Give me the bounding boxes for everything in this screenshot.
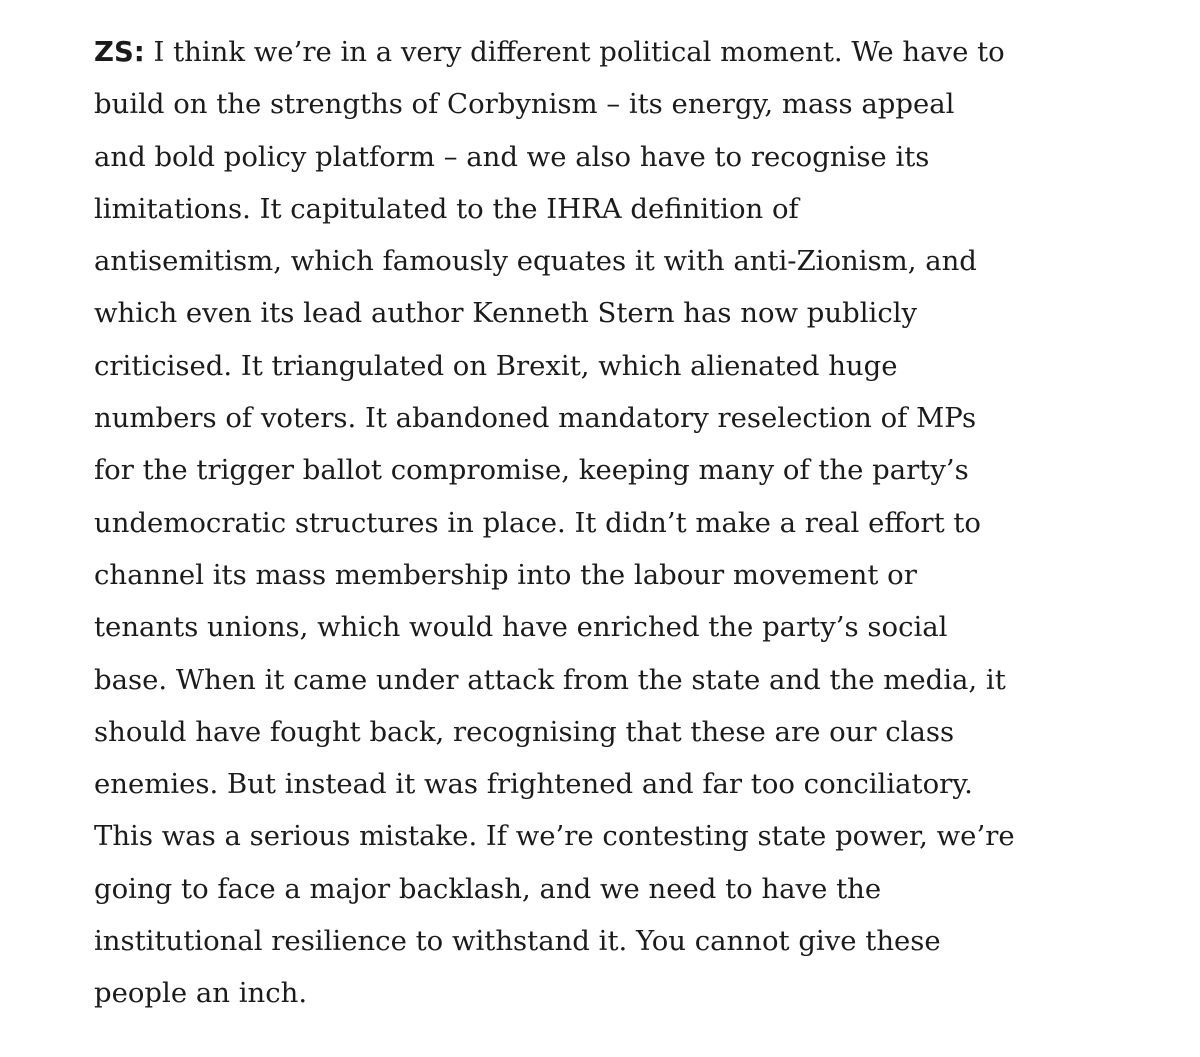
text-line: for the trigger ballot compromise, keeping many of the party’s [94,454,969,487]
text-line: undemocratic structures in place. It didn’t make a real effort to [94,506,981,539]
article-body [94,26,1094,1020]
text-line: channel its mass membership into the labour movement or [94,558,917,591]
text-line: which even its lead author Kenneth Stern has now publicly [94,297,918,330]
text-line: enemies. But instead it was frightened and far too conciliatory. [94,768,973,801]
text-line: people an inch. [94,977,308,1010]
text-line: antisemitism, which famously equates it with anti-Zionism, and [94,245,977,278]
text-line: institutional resilience to withstand it. You cannot give these [94,925,941,958]
text-line: base. When it came under attack from the state and the media, it [94,663,1006,696]
text-line [94,26,1094,78]
interview-paragraph [94,26,1094,1020]
text-line: numbers of voters. It abandoned mandatory reselection of MPs [94,402,977,435]
text-line: This was a serious mistake. If we’re contesting state power, we’re [94,820,1015,853]
text-line: should have fought back, recognising that these are our class [94,715,955,748]
speaker-label: ZS: [94,36,145,68]
text-line: build on the strengths of Corbynism – its energy, mass appeal [94,88,955,121]
line-text: I think we’re in a very different political moment. We have to [144,36,1005,68]
text-line: limitations. It capitulated to the IHRA definition of [94,192,799,225]
text-line: and bold policy platform – and we also have to recognise its [94,140,930,173]
text-line: tenants unions, which would have enriched the party’s social [94,611,948,644]
text-line: criticised. It triangulated on Brexit, which alienated huge [94,349,898,382]
text-line: going to face a major backlash, and we need to have the [94,872,882,905]
